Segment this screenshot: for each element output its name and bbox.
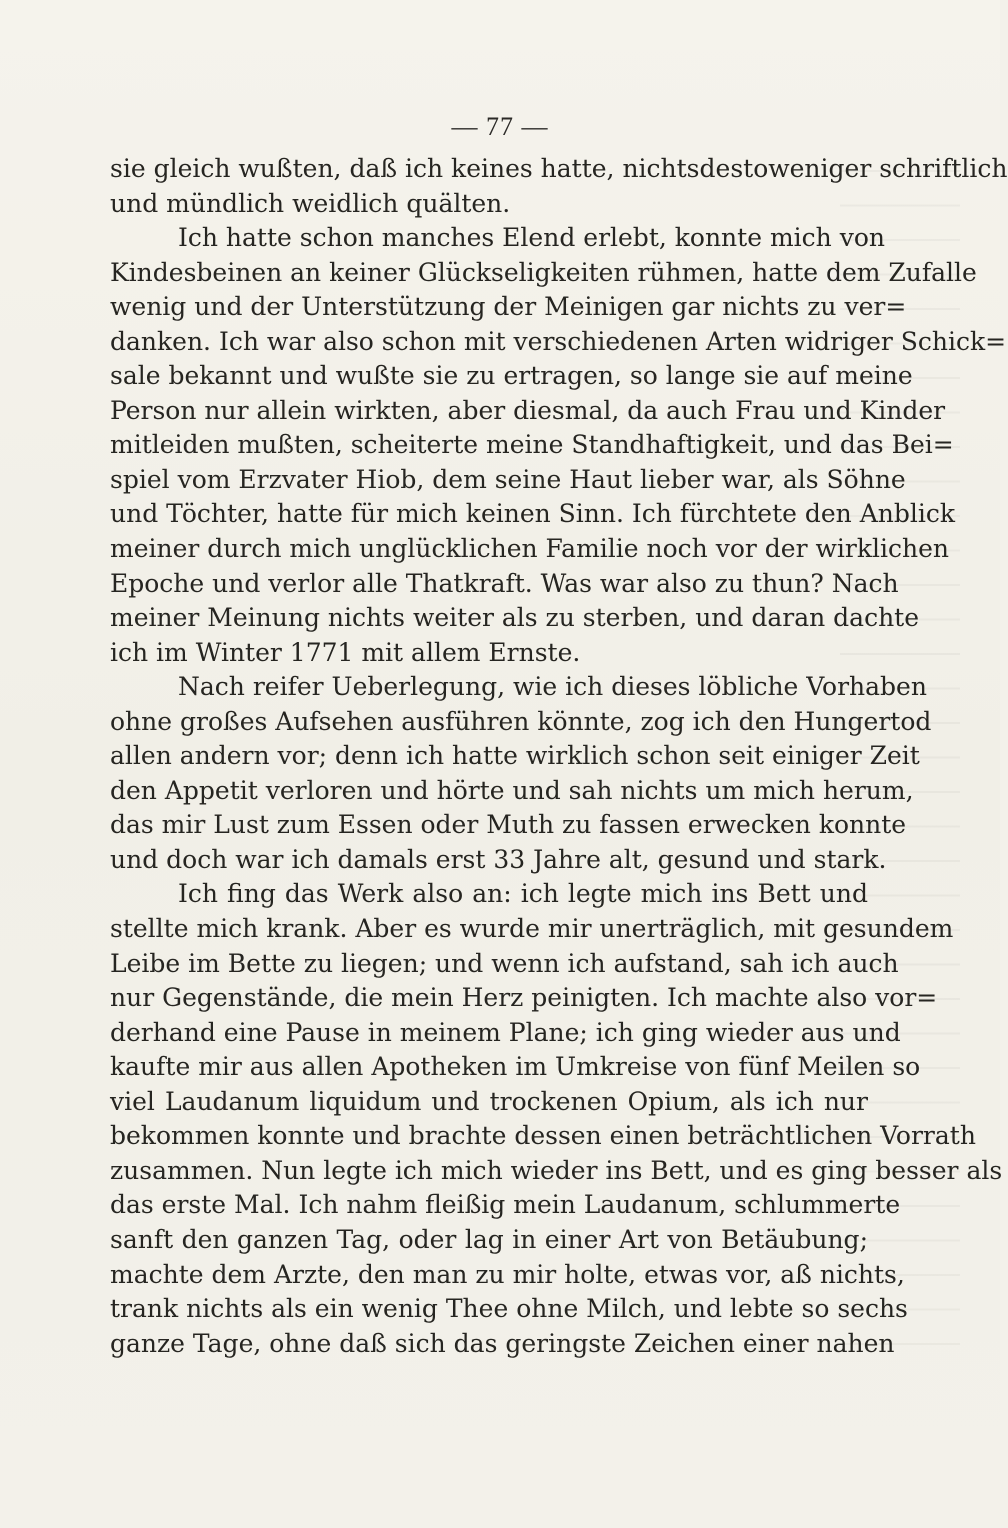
- text-line: machte dem Arzte, den man zu mir holte, etwas vor, aß nichts,: [110, 1259, 905, 1289]
- text-line: danken. Ich war also schon mit verschiedenen Arten widriger Schick=: [110, 326, 1007, 356]
- text-line: und Töchter, hatte für mich keinen Sinn. Ich fürchtete den Anblick: [110, 499, 956, 529]
- text-line: ganze Tage, ohne daß sich das geringste Zeichen einer nahen: [110, 1328, 895, 1358]
- text-line: stellte mich krank. Aber es wurde mir unerträglich, mit gesundem: [110, 914, 954, 944]
- text-line: Ich hatte schon manches Elend erlebt, konnte mich von: [178, 223, 885, 253]
- text-line: derhand eine Pause in meinem Plane; ich ging wieder aus und: [110, 1017, 901, 1047]
- text-line: allen andern vor; denn ich hatte wirklich schon seit einiger Zeit: [110, 741, 920, 771]
- text-line: Nach reifer Ueberlegung, wie ich dieses löbliche Vorhaben: [178, 672, 927, 702]
- text-line: trank nichts als ein wenig Thee ohne Milch, und lebte so sechs: [110, 1294, 908, 1324]
- text-line: kaufte mir aus allen Apotheken im Umkreise von fünf Meilen so: [110, 1052, 921, 1082]
- text-line: mitleiden mußten, scheiterte meine Standhaftigkeit, und das Bei=: [110, 430, 954, 460]
- text-line: sie gleich wußten, daß ich keines hatte, nichtsdestoweniger schriftlich: [110, 154, 1008, 183]
- text-line: meiner Meinung nichts weiter als zu sterben, und daran dachte: [110, 603, 920, 633]
- text-line: Ich fing das Werk also an: ich legte mich ins Bett und: [178, 879, 868, 909]
- text-line: ich im Winter 1771 mit allem Ernste.: [110, 637, 581, 667]
- text-line: das mir Lust zum Essen oder Muth zu fassen erwecken konnte: [110, 810, 907, 840]
- text-line: spiel vom Erzvater Hiob, dem seine Haut lieber war, als Söhne: [110, 464, 906, 494]
- text-line: sanft den ganzen Tag, oder lag in einer Art von Betäubung;: [110, 1224, 868, 1254]
- text-line: viel Laudanum liquidum und trockenen Opium, als ich nur: [110, 1086, 868, 1116]
- text-line: und doch war ich damals erst 33 Jahre alt, gesund und stark.: [110, 844, 887, 874]
- text-line: bekommen konnte und brachte dessen einen beträchtlichen Vorrath: [110, 1121, 976, 1151]
- text-line: das erste Mal. Ich nahm fleißig mein Laudanum, schlummerte: [110, 1190, 901, 1220]
- text-line: sale bekannt und wußte sie zu ertragen, so lange sie auf meine: [110, 361, 913, 391]
- text-line: Leibe im Bette zu liegen; und wenn ich aufstand, sah ich auch: [110, 948, 899, 978]
- text-line: Epoche und verlor alle Thatkraft. Was war also zu thun? Nach: [110, 568, 899, 598]
- text-line: Kindesbeinen an keiner Glückseligkeiten rühmen, hatte dem Zufalle: [110, 257, 977, 287]
- text-line: zusammen. Nun legte ich mich wieder ins Bett, und es ging besser als: [110, 1155, 1003, 1185]
- body-text: [110, 152, 1008, 1361]
- page-number: — 77 —: [451, 112, 549, 141]
- text-line: den Appetit verloren und hörte und sah nichts um mich herum,: [110, 775, 914, 805]
- text-line: wenig und der Unterstützung der Meinigen gar nichts zu ver=: [110, 292, 907, 322]
- text-line: ohne großes Aufsehen ausführen könnte, zog ich den Hungertod: [110, 706, 932, 736]
- text-line: und mündlich weidlich quälten.: [110, 188, 511, 218]
- text-line: meiner durch mich unglücklichen Familie noch vor der wirklichen: [110, 534, 949, 564]
- text-line: nur Gegenstände, die mein Herz peinigten. Ich machte also vor=: [110, 983, 938, 1013]
- text-line: Person nur allein wirkten, aber diesmal, da auch Frau und Kinder: [110, 395, 946, 425]
